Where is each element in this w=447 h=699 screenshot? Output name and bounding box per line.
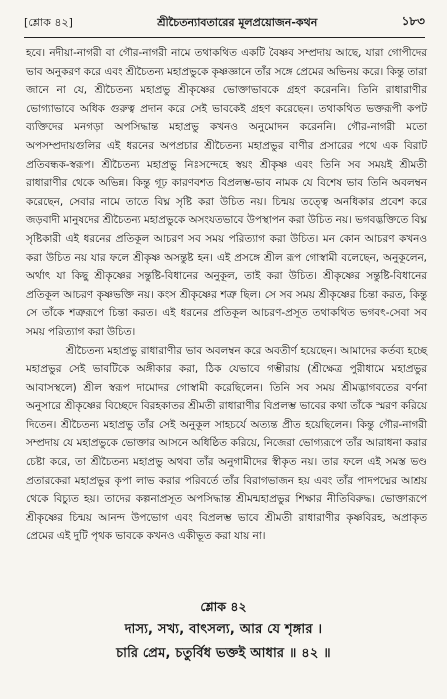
- header-divider: [24, 37, 425, 38]
- page-header: [24, 12, 425, 34]
- chapter-title: শ্রীচৈতন্যাবতারের মূলপ্রয়োজন-কথন: [157, 15, 318, 29]
- page-number: ১৮৩: [401, 14, 425, 28]
- paragraph-2: শ্রীচৈতন্য মহাপ্রভু রাধারাণীর ভাব অবলম্বন করে অবতীর্ণ হয়েছেন। আমাদের কর্তব্য হচ্ছে মহাপ্রভুর সেই ভাবটিকে অঙ্গীকার করা, ঠিক যেভাবে গম্ভীরায় (শ্রীক্ষেত্র পুরীধামে মহাপ্রভুর আবাসস্থলে) শ্রীল স্বরূপ দামোদর গোস্বামী করেছিলেন। তিনি সব সময় শ্রীমদ্ভাগবতের বর্ণনা অনুসারে শ্রীকৃষ্ণের বিচ্ছেদে বিরহকাতর শ্রীমতী রাধারাণীর বিপ্রলম্ভ ভাবের কথা তাঁকে স্মরণ করিয়ে দিতেন। শ্রীচৈতন্য মহাপ্রভু তাঁর সেই অনুকূল সাহচর্যে অত্যন্ত প্রীত হয়েছিলেন। কিন্তু গৌর-নাগরী সম্প্রদায় যে মহাপ্রভুকে ভোক্তার আসনে অধিষ্ঠিত করিয়ে, নিজেরা ভোগ্যরূপে তাঁর আরাধনা করার চেষ্টা করে, তা শ্রীচৈতন্য মহাপ্রভু অথবা তাঁর অনুগামীদের স্বীকৃত নয়। তার ফলে এই সমস্ত ভণ্ড প্রতারকেরা মহাপ্রভুর কৃপা লাভ করার পরিবর্তে তাঁর বিরাগভাজন হয় এবং তাঁর পাদপদ্মের আশ্রয় থেকে বিচ্যুত হয়। তাদের কল্পনাপ্রসূত অপসিদ্ধান্ত শ্রীমন্মহাপ্রভুর শিক্ষার নীতিবিরুদ্ধ। ভোক্তারূপে শ্রীকৃষ্ণের চিন্ময় আনন্দ উপভোগ এবং বিপ্রলম্ভ ভাবে শ্রীমতী রাধারাণীর কৃষ্ণবিরহ, অপ্রাকৃত প্রেমের এই দুটি পৃথক ভাবকে কখনও একীভূত করা যায় না।: [26, 344, 427, 543]
- verse-line-2: চারি প্রেম, চতুর্বিধ ভক্তই আধার ॥ ৪২ ॥: [116, 646, 331, 661]
- verse-title: শ্লোক ৪২: [200, 599, 247, 614]
- verse-line-1: দাস্য, সখ্য, বাৎসল্য, আর যে শৃঙ্গার ।: [124, 622, 323, 637]
- verse-block: [0, 596, 447, 666]
- paragraph-1: হবে। নদীয়া-নাগরী বা গৌর-নাগরী নামে তথাকথিত একটি বৈষ্ণব সম্প্রদায় আছে, যারা গোপীদের ভাব অনুকরণ করে এবং শ্রীচৈতন্য মহাপ্রভুকে কৃষ্ণজ্ঞানে তাঁর সঙ্গে প্রেমের অভিনয় করে। কিন্তু তারা জানে না যে, শ্রীচৈতন্য মহাপ্রভু শ্রীকৃষ্ণের ভোক্তাভাবকে গ্রহণ করেননি। তিনি রাধারাণীর ভোগ্যাভাবে অধিক গুরুত্ব প্রদান করে সেই ভাবকেই গ্রহণ করেছেন। তথাকথিত ভক্তরূপী কপট ব্যক্তিদের মনগড়া অপসিদ্ধান্ত মহাপ্রভু কখনও অনুমোদন করেননি। গৌর-নাগরী মতো অপসম্প্রদায়গুলির এই ধরনের অপপ্রচার শ্রীচৈতন্য মহাপ্রভুর বাণীর প্রসারের পথে এক বিরাট প্রতিবন্ধক-স্বরূপ। শ্রীচৈতন্য মহাপ্রভু নিঃসন্দেহে স্বয়ং শ্রীকৃষ্ণ এবং তিনি সব সময়ই শ্রীমতী রাধারাণীর থেকে অভিন্ন। কিন্তু গূঢ় কারণবশত বিপ্রলম্ভ-ভাব নামক যে বিশেষ ভাব তিনি অবলম্বন করেছেন, সেবার নামে তাতে বিঘ্ন সৃষ্টি করা উচিত নয়। চিন্ময় তত্ত্বে অনধিকার প্রবেশ করে জড়বাদী মানুষদের শ্রীচৈতন্য মহাপ্রভুকে অসংযতভাবে উপস্থাপন করা উচিত নয়। ভগবদ্ভক্তিতে বিঘ্ন সৃষ্টিকারী এই ধরনের প্রতিকূল আচরণ সব সময় পরিত্যাগ করা উচিত। মন কোন আচরণ কখনও করা উচিত নয় যার ফলে শ্রীকৃষ্ণ অসন্তুষ্ট হন। এই প্রসঙ্গে শ্রীল রূপ গোস্বামী বলেছেন, অনুকূলেন, অর্থাৎ যা কিছু শ্রীকৃষ্ণের সন্তুষ্টি-বিধানের অনুকূল, তাই করা উচিত। শ্রীকৃষ্ণের সন্তুষ্টি-বিধানের প্রতিকূল আচরণ কৃষ্ণভক্তি নয়। কংস শ্রীকৃষ্ণের শত্রু ছিল। সে সব সময় শ্রীকৃষ্ণের চিন্তা করত, কিন্তু সে তাঁকে শত্রুরূপে চিন্তা করত। এই ধরনের প্রতিকূল আচরণ-প্রসূত তথাকথিত ভগবৎ-সেবা সব সময় পরিত্যাগ করা উচিত।: [26, 47, 427, 338]
- verse-reference: [শ্লোক ৪২]: [24, 15, 73, 29]
- purport-text: [26, 44, 427, 546]
